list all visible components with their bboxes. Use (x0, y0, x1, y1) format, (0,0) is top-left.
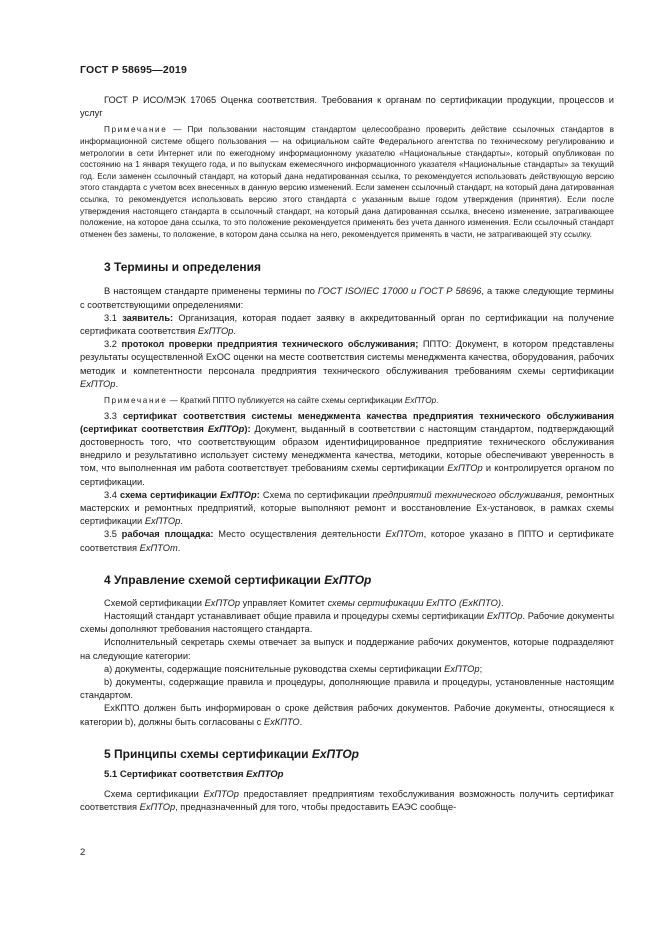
section-4-list-a: а) документы, содержащие пояснительные руководства схемы сертификации ExПТОр; (104, 663, 483, 674)
term-3-2: 3.2 протокол проверки предприятия технического обслуживания; ППТО: Документ, в котором представлены результаты осуществленной ExOC оценки на месте соответствия системы менеджмента качества, оборудования, рабочих методик и компетентности персонала предприятия технического обслуживания требованиям схемы сертификации ExПТОр. (80, 339, 614, 389)
section-3-intro: В настоящем стандарте применены термины по ГОСТ ISO/IEC 17000 и ГОСТ Р 58696, а также следующие термины с соответствующими определениями: (80, 286, 614, 310)
term-3-1: 3.1 заявитель: Организация, которая подает заявку в аккредитованный орган по сертификации на получение сертификата соответствия ExПТОр. (80, 312, 614, 336)
term-3-5: 3.5 рабочая площадка: Место осуществления деятельности ExПТОт, которое указано в ППТО и сертификате соответствия ExПТОт. (80, 529, 614, 553)
reference-standard: ГОСТ Р ИСО/МЭК 17065 Оценка соответствия. Требования к органам по сертификации продукции, процессов и услуг (80, 95, 614, 119)
subsection-5-1-heading: 5.1 Сертификат соответствия ExПТОр (104, 768, 284, 780)
section-4-p2: Настоящий стандарт устанавливает общие правила и процедуры схемы сертификации ExПТОр. Рабочие документы схемы дополняют требования настоящего стандарта. (80, 611, 614, 635)
page-content (80, 94, 614, 814)
page-number: 2 (80, 847, 86, 858)
section-3-heading: 3 Термины и определения (104, 260, 262, 275)
document-header: ГОСТ Р 58695—2019 (80, 64, 188, 76)
section-4-p1: Схемой сертификации ExПТОр управляет Комитет схемы сертификации ExПТО (ExКПТО). (104, 597, 504, 608)
note-paragraph: Примечание — При пользовании настоящим стандартом целесообразно проверить действие ссылочных стандартов в информационной системе общего пользования — на официальном сайте Федерального агентства по техническому регулированию и метрологии в сети Интернет или по ежегодному информационному указателю «Национальные стандарты», который опубликован по состоянию на 1 января текущего года, и по выпускам ежемесячного информационного указателя «Национальные стандарты» за текущий год. Если заменен ссылочный стандарт, на который дана недатированная ссылка, то рекомендуется использовать действующую версию этого стандарта с учетом всех внесенных в данную версию изменений. Если заменен ссылочный стандарт, на который дана датированная ссылка, то рекомендуется использовать версию этого стандарта с указанным выше годом утверждения (принятия). Если после утверждения настоящего стандарта в ссылочный стандарт, на который дана датированная ссылка, внесено изменение, затрагивающее положение, на которое дана ссылка, то это положение рекомендуется применять без учета данного изменения. Если ссылочный стандарт отменен без замены, то положение, в котором дана ссылка на него, рекомендуется применять в части, не затрагивающей эту ссылку. (80, 125, 614, 239)
section-4-list-b: b) документы, содержащие правила и процедуры, дополняющие правила и процедуры, установленные настоящим стандартом. (80, 677, 614, 701)
term-3-3: 3.3 сертификат соответствия системы менеджмента качества предприятия технического обслуживания (сертификат соответствия ExПТОр): Документ, выданный в соответствии с настоящим стандартом, подтверждающий достоверность того, что соответствующим образом идентифицированное предприятие технического обслуживания внедрило и результативно использует систему менеджмента качества, методики, которые обеспечивают уверенность в том, что выполненная им работа соответствует требованиям схемы сертификации ExПТОр и контролируется органом по сертификации. (80, 410, 615, 487)
section-5-p1: Схема сертификации ExПТОр предоставляет предприятиям техобслуживания возможность получить сертификат соответствия ExПТОр, предназначенный для того, чтобы предоставить ЕАЭС сообще- (80, 788, 614, 813)
term-3-4: 3.4 схема сертификации ExПТОр: Схема по сертификации предприятий технического обслуживания, ремонтных мастерских и ремонтных предприятий, которые выполняют ремонт и восстановление Ex-установок, в рамках схемы сертификации ExПТОр. (80, 489, 614, 527)
section-5-heading: 5 Принципы схемы сертификации ExПТОр (104, 746, 359, 761)
term-3-2-note: Примечание — Краткий ППТО публикуется на сайте схемы сертификации ExПТОр. (104, 395, 439, 405)
section-4-p3: Исполнительный секретарь схемы отвечает за выпуск и поддержание рабочих документов, которые подразделяют на следующие категории: (80, 637, 614, 661)
section-4-p6: ExКПТО должен быть информирован о сроке действия рабочих документов. Рабочие документы, относящиеся к категории b), должны быть согласованы с ExКПТО. (80, 703, 614, 727)
section-4-heading: 4 Управление схемой сертификации ExПТОр (104, 572, 372, 587)
